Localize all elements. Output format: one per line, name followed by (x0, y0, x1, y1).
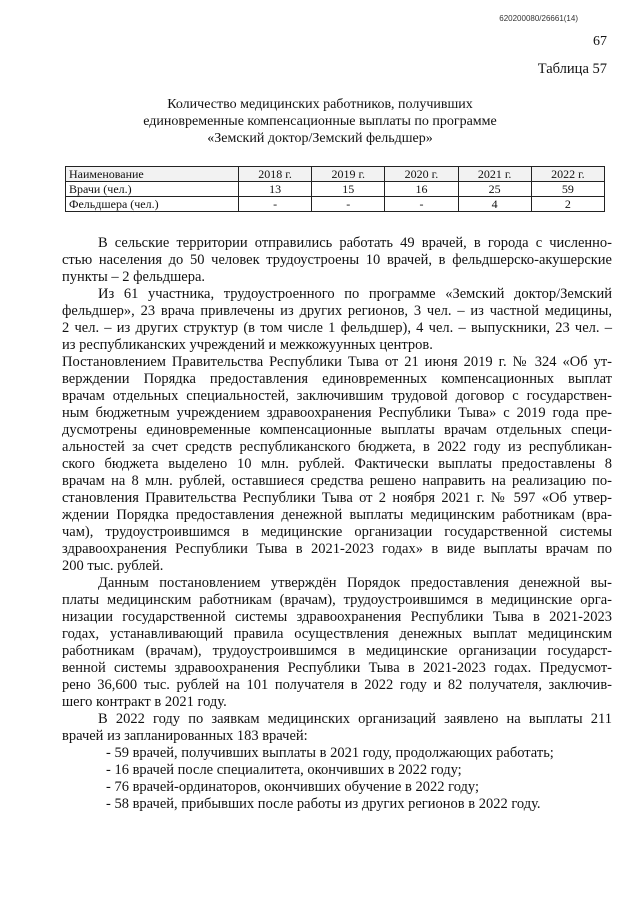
text-line: работникам (врачам), трудоустроившимся в медицинские организации государст- (62, 643, 612, 659)
table-title (0, 96, 640, 147)
text-line: чам), трудоустроившимся в медицинские организации государственной системы (62, 524, 612, 540)
text-line: врачей из запланированных 183 врачей: (62, 728, 308, 744)
table-cell: 59 (531, 182, 604, 197)
data-table (65, 166, 605, 212)
table-cell: 15 (312, 182, 385, 197)
body-text (62, 235, 612, 813)
text-line: становления Правительства Республики Тыва от 2 ноября 2021 г. № 597 «Об утвер- (62, 490, 612, 506)
text-line: врачам на 8 млн. рублей, оставшиеся средства решено направить на реализацию по- (62, 473, 612, 489)
text-line: В сельские территории отправились работать 49 врачей, в города с численно- (98, 235, 612, 251)
text-line: платы медицинским работникам (врачам), трудоустроившимся в медицинские орга- (62, 592, 612, 608)
text-line: В 2022 году по заявкам медицинских организаций заявлено на выплаты 211 (98, 711, 612, 727)
text-line: рено 36,600 тыс. рублей на 101 получателя в 2022 году и 82 получателя, заключив- (62, 677, 612, 693)
table-cell: Фельдшера (чел.) (66, 197, 239, 212)
text-line: 200 тыс. рублей. (62, 558, 164, 574)
table-cell: - (312, 197, 385, 212)
column-header: 2021 г. (458, 167, 531, 182)
text-line: из республиканских учреждений и межкожуунных центров. (62, 337, 433, 353)
text-line: пункты – 2 фельдшера. (62, 269, 206, 285)
column-header: 2018 г. (239, 167, 312, 182)
column-header: Наименование (66, 167, 239, 182)
text-line: низации государственной системы здравоохранения Республики Тыва в 2021-2023 (62, 609, 612, 625)
text-line: Постановлением Правительства Республики Тыва от 21 июня 2019 г. № 324 «Об ут- (62, 354, 612, 370)
table-row (66, 182, 605, 197)
table-cell: 4 (458, 197, 531, 212)
list-item: - 58 врачей, прибывших после работы из других регионов в 2022 году. (106, 796, 541, 812)
list-item: - 59 врачей, получивших выплаты в 2021 году, продолжающих работать; (106, 745, 554, 761)
title-line: «Земский доктор/Земский фельдшер» (207, 131, 433, 146)
text-line: верждении Порядка предоставления единовременных компенсационных выплат (62, 371, 612, 387)
text-line: ждении Порядка предоставления денежной выплаты медицинским работникам (вра- (62, 507, 612, 523)
table-cell: 16 (385, 182, 458, 197)
text-line: здравоохранения Республики Тыва в 2021-2023 годах» в виде выплаты врачам по (62, 541, 612, 557)
text-line: ным бюджетным учреждением здравоохранения Республики Тыва» с 2019 года пре- (62, 405, 612, 421)
table-cell: 25 (458, 182, 531, 197)
text-line: дусмотрены единовременные компенсационные выплаты врачам отдельных специ- (62, 422, 612, 438)
table-cell: Врачи (чел.) (66, 182, 239, 197)
text-line: фельдшер», 23 врача привлечены из других регионов, 3 чел. – из частной медицины, (62, 303, 612, 319)
text-line: венной системы здравоохранения Республики Тыва в 2021-2023 годах. Предусмот- (62, 660, 612, 676)
text-line: годах, устанавливающий правила осуществления денежных выплат медицинским (62, 626, 612, 642)
list-item: - 16 врачей после специалитета, окончивших в 2022 году; (106, 762, 462, 778)
column-header: 2020 г. (385, 167, 458, 182)
list-item: - 76 врачей-ординаторов, окончивших обучение в 2022 году; (106, 779, 479, 795)
text-line: шего контракт в 2021 году. (62, 694, 227, 710)
table-cell: 2 (531, 197, 604, 212)
text-line: альностей за счет средств республиканского бюджета, в 2022 году из республикан- (62, 439, 612, 455)
column-header: 2022 г. (531, 167, 604, 182)
column-header: 2019 г. (312, 167, 385, 182)
table-label: Таблица 57 (537, 61, 607, 77)
text-line: стью населения до 50 человек трудоустроены 10 врачей, в фельдшерско-акушерские (62, 252, 612, 268)
title-line: единовременные компенсационные выплаты по программе (143, 114, 497, 129)
text-line: 2 чел. – из других структур (в том числе 1 фельдшер), 4 чел. – выпускники, 23 чел. – (62, 320, 612, 336)
table-cell: - (385, 197, 458, 212)
text-line: Данным постановлением утверждён Порядок предоставления денежной вы- (98, 575, 612, 591)
table-cell: 13 (239, 182, 312, 197)
page-number: 67 (593, 34, 607, 49)
table-cell: - (239, 197, 312, 212)
document-id: 620200080/26661(14) (499, 14, 578, 23)
text-line: ского бюджета выделено 10 млн. рублей. Фактически выплаты предоставлены 8 (62, 456, 612, 472)
table-row (66, 197, 605, 212)
text-line: Из 61 участника, трудоустроенного по программе «Земский доктор/Земский (98, 286, 612, 302)
title-line: Количество медицинских работников, получивших (167, 97, 473, 112)
text-line: врачам отдельных специальностей, заключившим трудовой договор с государствен- (62, 388, 612, 404)
table-header-row (66, 167, 605, 182)
